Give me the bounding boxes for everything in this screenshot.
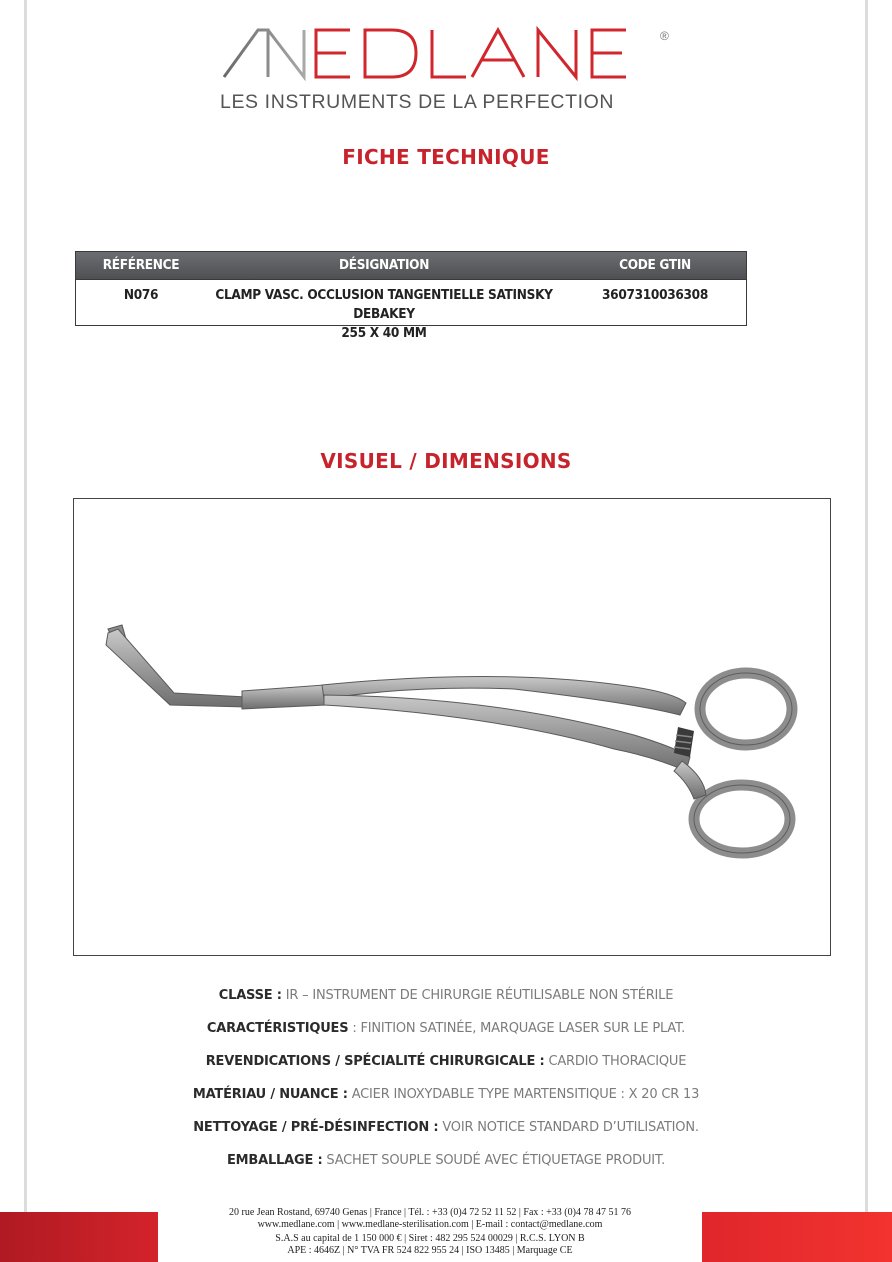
spec-cleaning-value: VOIR NOTICE STANDARD D’UTILISATION. [438, 1120, 699, 1135]
footer-address: 20 rue Jean Rostand, 69740 Genas | France | Tél. : +33 (0)4 72 52 11 52 | Fax : +33 (0)4 78 47 51 76 [229, 1207, 631, 1218]
spec-specialty-value: CARDIO THORACIQUE [544, 1054, 687, 1069]
medlane-logo [220, 22, 672, 117]
designation-line-1: CLAMP VASC. OCCLUSION TANGENTIELLE SATINSKY DEBAKEY [215, 287, 553, 322]
spec-characteristics [0, 1021, 892, 1036]
spec-specialty-label: REVENDICATIONS / SPÉCIALITÉ CHIRURGICALE : [205, 1054, 545, 1069]
spec-material [0, 1087, 892, 1102]
registered-mark: ® [660, 29, 669, 43]
spec-cleaning-label: NETTOYAGE / PRÉ-DÉSINFECTION : [193, 1120, 439, 1135]
spec-packaging [0, 1153, 892, 1168]
technical-sheet-title: FICHE TECHNIQUE [342, 145, 550, 169]
spec-class [0, 988, 892, 1003]
spec-material-value: ACIER INOXYDABLE TYPE MARTENSITIQUE : X 20 CR 13 [347, 1087, 700, 1102]
spec-material-label: MATÉRIAU / NUANCE : [192, 1087, 348, 1102]
reference-table [75, 251, 747, 341]
brand-tagline: LES INSTRUMENTS DE LA PERFECTION [220, 91, 615, 113]
header-reference: RÉFÉRENCE [102, 257, 180, 273]
spec-packaging-label: EMBALLAGE : [226, 1153, 323, 1168]
spec-cleaning [0, 1120, 892, 1135]
footer-red-bar-left [0, 1212, 158, 1262]
header-designation: DÉSIGNATION [338, 257, 430, 273]
table-header-divider [76, 279, 746, 280]
cell-designation [206, 286, 562, 343]
footer-red-bar-right [702, 1212, 892, 1262]
spec-characteristics-value: : FINITION SATINÉE, MARQUAGE LASER SUR LE PLAT. [348, 1021, 686, 1036]
cell-gtin: 3607310036308 [602, 287, 708, 303]
visual-dimensions-title: VISUEL / DIMENSIONS [320, 449, 572, 473]
spec-class-value: IR – INSTRUMENT DE CHIRURGIE RÉUTILISABLE NON STÉRILE [281, 988, 674, 1003]
footer-web: www.medlane.com | www.medlane-sterilisation.com | E-mail : contact@medlane.com [257, 1219, 603, 1230]
spec-specialty [0, 1054, 892, 1069]
footer-registration: APE : 4646Z | N° TVA FR 524 822 955 24 | ISO 13485 | Marquage CE [287, 1245, 573, 1256]
spec-class-label: CLASSE : [218, 988, 282, 1003]
spec-characteristics-label: CARACTÉRISTIQUES [206, 1021, 349, 1036]
designation-line-2: 255 X 40 MM [341, 325, 427, 341]
cell-reference: N076 [123, 287, 159, 303]
surgical-clamp-image [74, 499, 830, 955]
header-gtin: CODE GTIN [619, 257, 691, 273]
product-image-frame [73, 498, 831, 956]
footer-company: S.A.S au capital de 1 150 000 € | Siret : 482 295 524 00029 | R.C.S. LYON B [275, 1233, 585, 1244]
spec-packaging-value: SACHET SOUPLE SOUDÉ AVEC ÉTIQUETAGE PRODUIT. [322, 1153, 666, 1168]
